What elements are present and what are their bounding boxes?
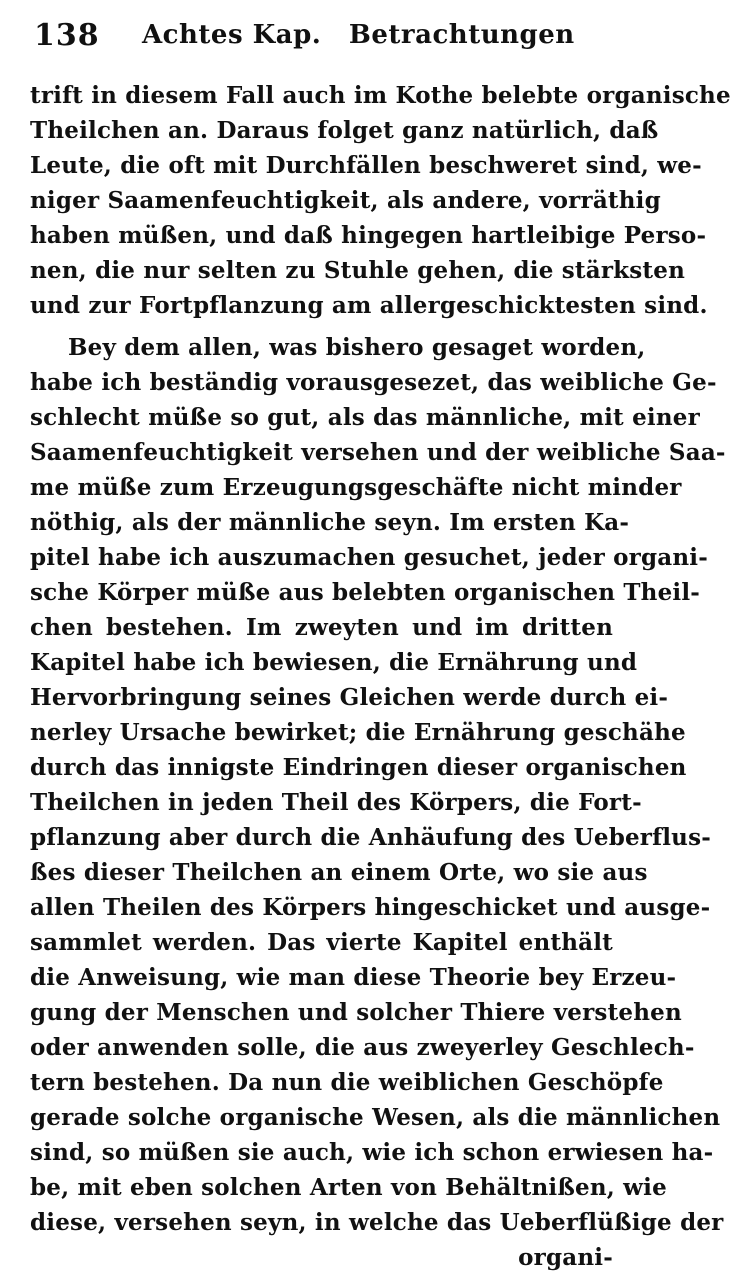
text-line: Theilchen in jeden Theil des Körpers, die Fort- [30,789,642,816]
text-line: gung der Menschen und solcher Thiere verstehen [30,999,682,1026]
text-line: gerade solche organische Wesen, als die männlichen [30,1104,721,1131]
running-title: Betrachtungen [348,20,575,50]
text-line: sche Körper müße aus belebten organischen Theil- [30,579,701,606]
text-line: trift in diesem Fall auch im Kothe belebte organische [30,82,731,109]
text-line: pitel habe ich auszumachen gesuchet, jeder organi- [30,544,708,571]
text-line: und zur Fortpflanzung am allergeschicktesten sind. [30,292,708,319]
text-line: tern bestehen. Da nun die weiblichen Geschöpfe [30,1069,664,1096]
text-line: me müße zum Erzeugungsgeschäfte nicht minder [30,474,682,501]
page-header [34,12,617,56]
text-line: schlecht müße so gut, als das männliche, mit einer [30,404,700,431]
text-line: nerley Ursache bewirket; die Ernährung geschähe [30,719,686,746]
text-line: haben müßen, und daß hingegen hartleibige Perso- [30,222,707,249]
text-line: die Anweisung, wie man diese Theorie bey Erzeu- [30,964,677,991]
text-line: Bey dem allen, was bishero gesaget worden, [68,334,646,361]
text-line: diese, versehen seyn, in welche das Ueberflüßige der [30,1209,724,1236]
paragraph-1 [30,78,731,323]
text-line: nöthig, als der männliche seyn. Im ersten Ka- [30,509,630,536]
paragraph-2 [30,330,726,1275]
text-line: pflanzung aber durch die Anhäufung des Ueberflus- [30,824,711,851]
text-line: Theilchen an. Daraus folget ganz natürlich, daß [30,117,659,144]
text-line: durch das innigste Eindringen dieser organischen [30,754,687,781]
page-number: 138 [34,18,100,53]
text-line: sammlet werden. Das vierte Kapitel enthält [30,929,613,956]
text-line: sind, so müßen sie auch, wie ich schon erwiesen ha- [30,1139,714,1166]
chapter-label: Achtes Kap. [142,20,322,50]
text-line: oder anwenden solle, die aus zweyerley Geschlech- [30,1034,695,1061]
text-line: chen bestehen. Im zweyten und im dritten [30,614,613,641]
text-line: Saamenfeuchtigkeit versehen und der weibliche Saa- [30,439,726,466]
text-line: be, mit eben solchen Arten von Behältnißen, wie [30,1174,667,1201]
text-line: niger Saamenfeuchtigkeit, als andere, vorräthig [30,187,661,214]
running-head [142,20,575,50]
text-line: nen, die nur selten zu Stuhle gehen, die stärksten [30,257,685,284]
catchword: organi- [518,1244,613,1271]
text-line: Hervorbringung seines Gleichen werde durch ei- [30,684,669,711]
text-line: allen Theilen des Körpers hingeschicket und ausge- [30,894,711,921]
text-line: Leute, die oft mit Durchfällen beschweret sind, we- [30,152,702,179]
text-line: ßes dieser Theilchen an einem Orte, wo sie aus [30,859,648,886]
text-line: habe ich beständig vorausgesezet, das weibliche Ge- [30,369,717,396]
text-line: Kapitel habe ich bewiesen, die Ernährung und [30,649,638,676]
